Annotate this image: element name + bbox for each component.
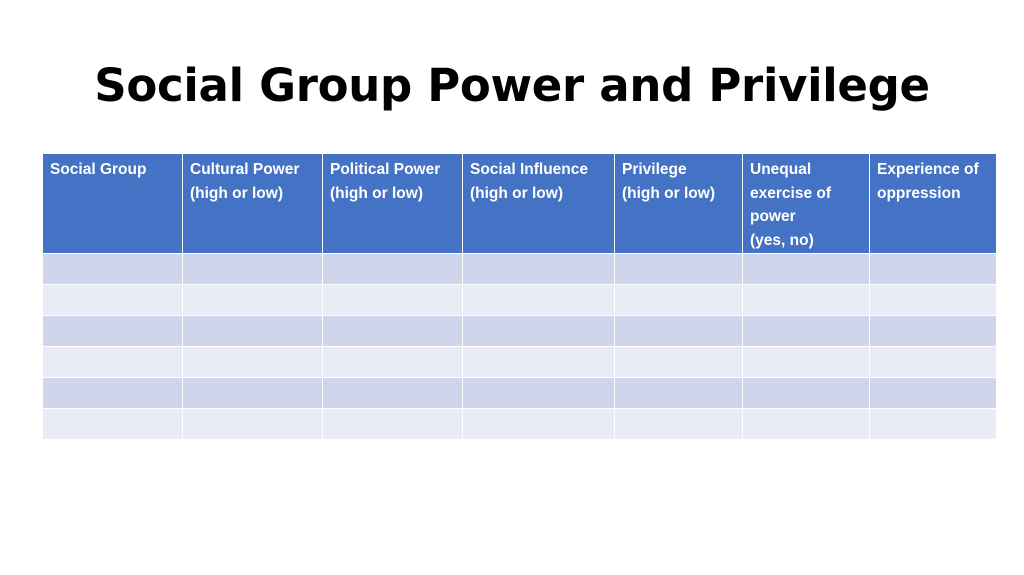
table-cell [183, 285, 323, 316]
header-social-group: Social Group [43, 154, 183, 254]
header-experience-of-oppression: Experience of oppression [870, 154, 997, 254]
table-row [43, 254, 997, 285]
header-privilege: Privilege (high or low) [615, 154, 743, 254]
table-cell [323, 254, 463, 285]
table-cell [870, 378, 997, 409]
table-cell [615, 316, 743, 347]
table-cell [615, 347, 743, 378]
table-cell [463, 378, 615, 409]
table-cell [183, 409, 323, 440]
table-cell [183, 254, 323, 285]
table-cell [870, 409, 997, 440]
table-cell [43, 409, 183, 440]
table-cell [183, 378, 323, 409]
header-political-power: Political Power (high or low) [323, 154, 463, 254]
table-cell [743, 378, 870, 409]
table-cell [743, 254, 870, 285]
table-cell [463, 347, 615, 378]
table-cell [615, 254, 743, 285]
table-cell [870, 347, 997, 378]
table-row [43, 285, 997, 316]
table-cell [43, 316, 183, 347]
table-cell [43, 347, 183, 378]
table-cell [463, 409, 615, 440]
table-cell [463, 254, 615, 285]
table-cell [43, 285, 183, 316]
table-cell [743, 316, 870, 347]
table-cell [743, 347, 870, 378]
table-cell [615, 409, 743, 440]
header-unequal-exercise-of-power: Unequal exercise of power (yes, no) [743, 154, 870, 254]
table-cell [743, 285, 870, 316]
table-cell [43, 254, 183, 285]
table-cell [183, 347, 323, 378]
table-cell [323, 378, 463, 409]
table-cell [615, 378, 743, 409]
table-header-row [43, 154, 997, 254]
header-social-influence: Social Influence (high or low) [463, 154, 615, 254]
table-cell [615, 285, 743, 316]
table-row [43, 378, 997, 409]
table-cell [183, 316, 323, 347]
table-cell [323, 409, 463, 440]
table-cell [743, 409, 870, 440]
table-row [43, 347, 997, 378]
slide-title: Social Group Power and Privilege [94, 59, 930, 112]
table-cell [323, 347, 463, 378]
table-cell [323, 285, 463, 316]
header-cultural-power: Cultural Power (high or low) [183, 154, 323, 254]
table-row [43, 409, 997, 440]
table-cell [323, 316, 463, 347]
power-privilege-table [42, 153, 997, 440]
table-cell [463, 316, 615, 347]
table-cell [870, 254, 997, 285]
table-cell [463, 285, 615, 316]
table-cell [43, 378, 183, 409]
table-cell [870, 285, 997, 316]
table-cell [870, 316, 997, 347]
table-row [43, 316, 997, 347]
